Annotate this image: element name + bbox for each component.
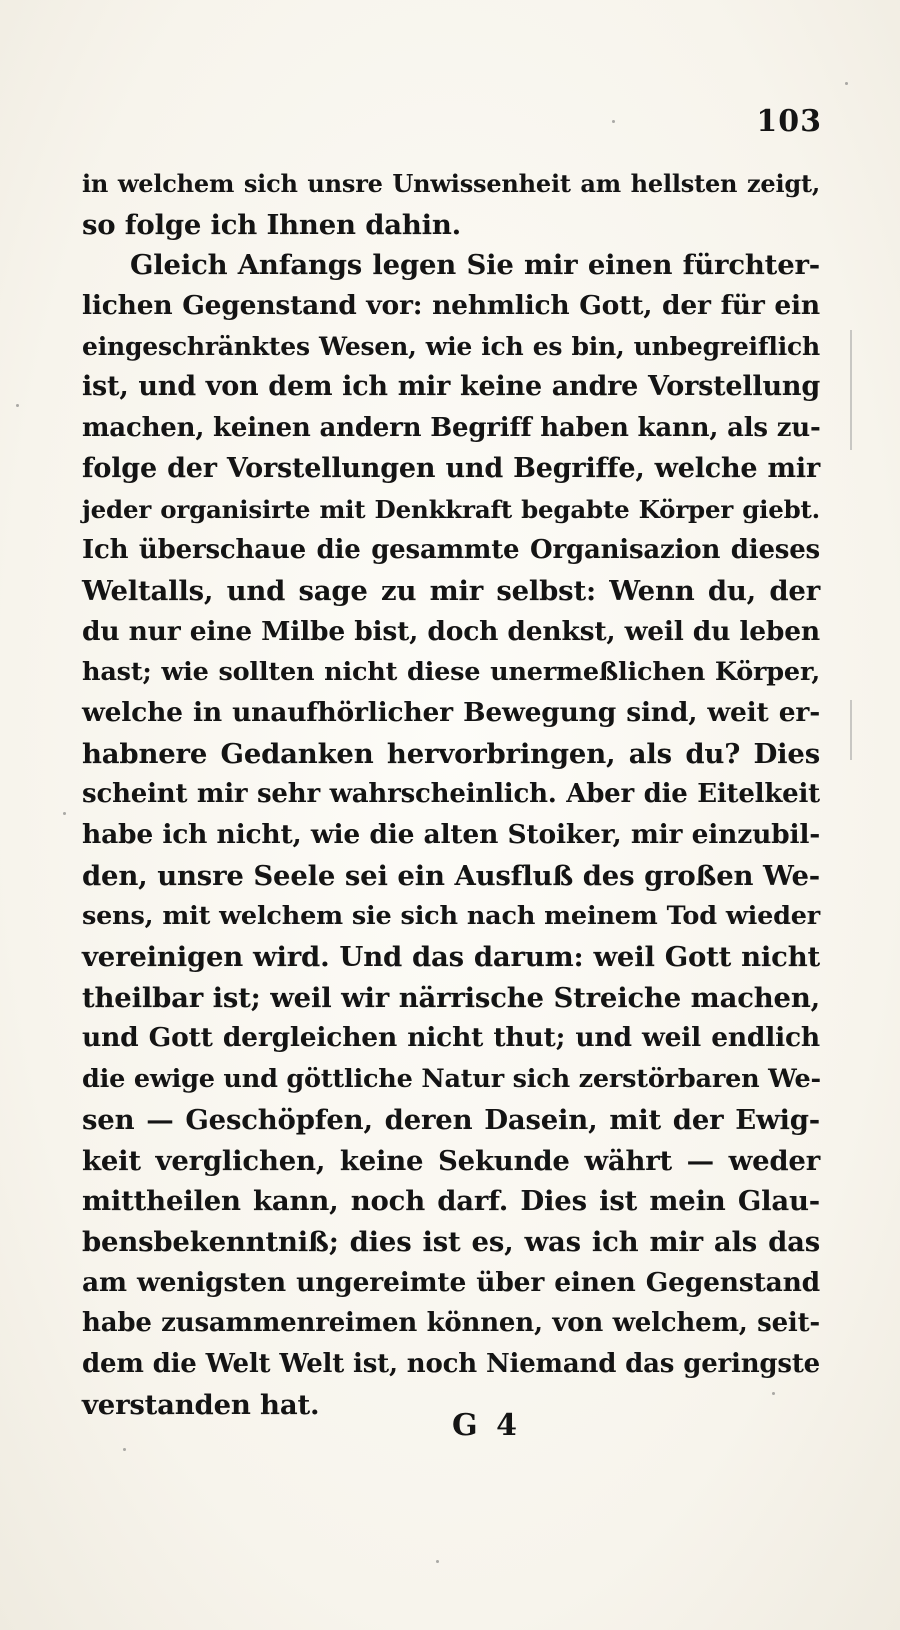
paper-speck: [16, 404, 19, 407]
paper-speck: [123, 1448, 126, 1451]
paper-speck: [772, 1392, 775, 1395]
text-line: in welchem sich unsre Unwissenheit am hellsten zeigt,: [82, 169, 820, 198]
text-line: und Gott dergleichen nicht thut; und weil endlich: [82, 1022, 820, 1054]
text-line: dem die Welt Welt ist, noch Niemand das geringste: [82, 1348, 820, 1379]
text-line: hast; wie sollten nicht diese unermeßlichen Körper,: [82, 657, 820, 688]
text-line: lichen Gegenstand vor: nehmlich Gott, der für ein: [82, 290, 820, 322]
text-line: den, unsre Seele sei ein Ausfluß des großen We-: [82, 859, 820, 892]
text-line: die ewige und göttliche Natur sich zerstörbaren We-: [82, 1064, 821, 1095]
text-line: Gleich Anfangs legen Sie mir einen fürchter-: [130, 249, 820, 282]
signature-mark: G 4: [452, 1408, 521, 1443]
text-line: scheint mir sehr wahrscheinlich. Aber die Eitelkeit: [82, 779, 820, 810]
text-line: habe ich nicht, wie die alten Stoiker, mir einzubil-: [82, 819, 820, 850]
body-text: [82, 164, 820, 1425]
text-line: welche in unaufhörlicher Bewegung sind, weit er-: [82, 696, 820, 728]
text-line: verstanden hat.: [82, 1388, 320, 1421]
text-line: habnere Gedanken hervorbringen, als du? Dies: [82, 737, 820, 770]
text-line: machen, keinen andern Begriff haben kann, als zu-: [82, 413, 821, 444]
text-line: Weltalls, und sage zu mir selbst: Wenn du, der: [82, 574, 820, 607]
text-line: ist, und von dem ich mir keine andre Vorstellung: [82, 371, 820, 403]
text-line: keit verglichen, keine Sekunde währt — weder: [82, 1144, 820, 1177]
paper-speck: [612, 120, 615, 123]
edge-mark: [850, 330, 852, 450]
text-line: eingeschränktes Wesen, wie ich es bin, unbegreiflich: [82, 331, 820, 361]
text-line: Ich überschaue die gesammte Organisazion dieses: [82, 535, 820, 566]
text-line: sens, mit welchem sie sich nach meinem Tod wieder: [82, 901, 820, 932]
edge-mark: [850, 700, 852, 760]
paper-speck: [845, 82, 848, 85]
text-line: am wenigsten ungereimte über einen Gegenstand: [82, 1266, 820, 1298]
text-line: mittheilen kann, noch darf. Dies ist mein Glau-: [82, 1185, 820, 1218]
text-line: du nur eine Milbe bist, doch denkst, weil du leben: [82, 615, 820, 647]
text-line: vereinigen wird. Und das darum: weil Gott nicht: [82, 941, 820, 974]
text-line: sen — Geschöpfen, deren Dasein, mit der Ewig-: [82, 1103, 820, 1136]
text-line: habe zusammenreimen können, von welchem, seit-: [82, 1308, 820, 1339]
text-line: jeder organisirte mit Denkkraft begabte Körper giebt.: [82, 494, 820, 524]
paper-speck: [436, 1560, 439, 1563]
text-line: folge der Vorstellungen und Begriffe, welche mir: [82, 452, 820, 484]
paper-speck: [63, 812, 66, 815]
text-line: bensbekenntniß; dies ist es, was ich mir als das: [82, 1225, 820, 1258]
page-number: 103: [756, 104, 822, 139]
text-line: theilbar ist; weil wir närrische Streiche machen,: [82, 981, 820, 1014]
text-line: so folge ich Ihnen dahin.: [82, 208, 462, 241]
